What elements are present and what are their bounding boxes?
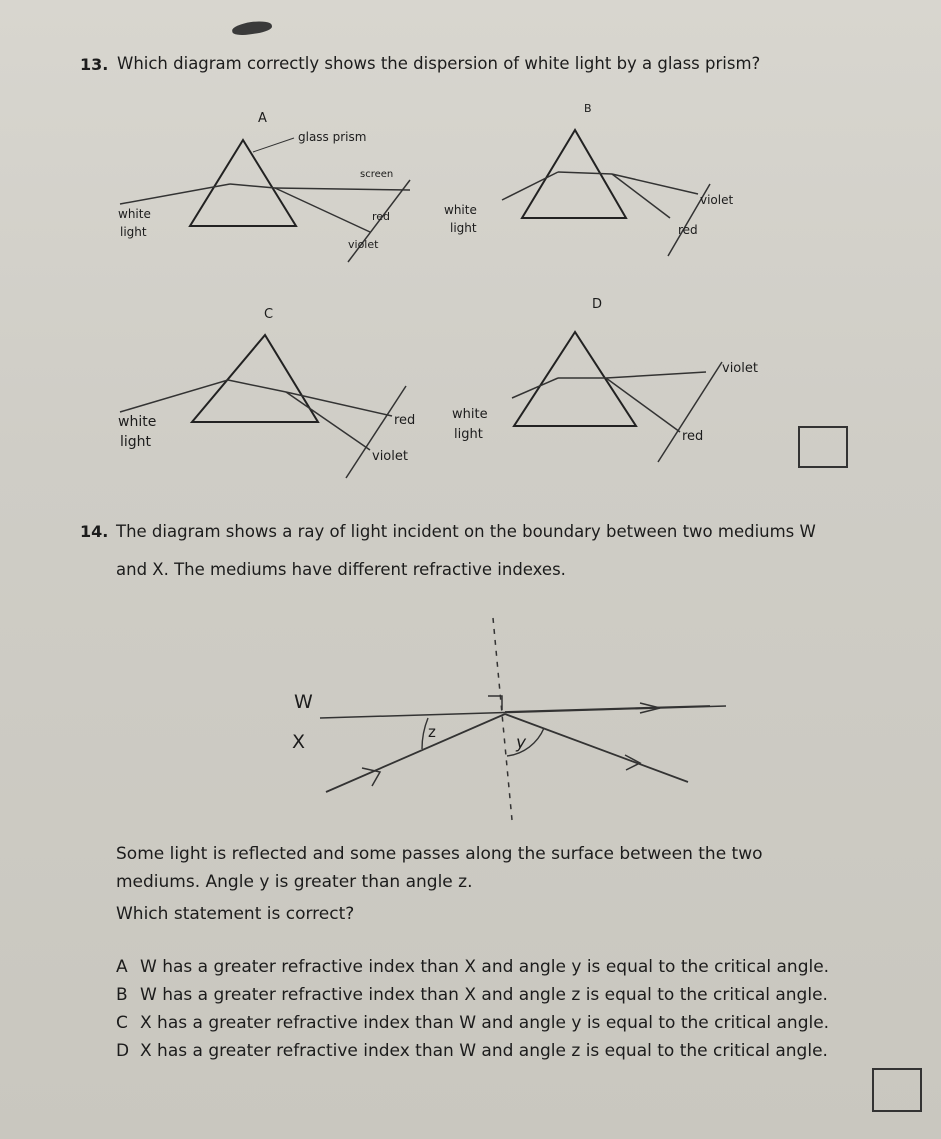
diagram-d xyxy=(440,290,780,480)
red-label-a: red xyxy=(372,210,391,223)
prism-a xyxy=(190,140,296,226)
prism-c xyxy=(192,335,318,422)
option-b-letter: B xyxy=(116,985,128,1005)
option-d-letter: D xyxy=(116,1041,130,1061)
diagram-c-label: C xyxy=(264,307,274,322)
red-label-d: red xyxy=(682,429,704,444)
reflected-ray xyxy=(505,714,688,782)
violet-label-a: violet xyxy=(348,238,379,251)
white-label-a: white xyxy=(118,207,151,221)
q13-text: Which diagram correctly shows the dispersion of white light by a glass prism? xyxy=(117,54,761,73)
q14-answer-box[interactable] xyxy=(872,1068,922,1112)
angle-z-label: z xyxy=(428,723,436,741)
q14-para-line2: mediums. Angle y is greater than angle z. xyxy=(116,872,473,892)
prism-d xyxy=(514,332,636,426)
q14-question: Which statement is correct? xyxy=(116,904,355,924)
violet-label-c: violet xyxy=(372,449,408,464)
light-label-b: light xyxy=(450,221,477,235)
light-label-d: light xyxy=(454,427,483,442)
angle-y-label: y xyxy=(516,733,527,753)
q14-diagram xyxy=(280,610,740,830)
q13-number: 13. xyxy=(80,55,109,74)
red-label-b: red xyxy=(678,223,698,237)
option-c[interactable] xyxy=(116,1013,829,1033)
option-d-text: X has a greater refractive index than W and angle z is equal to the critical angle. xyxy=(140,1041,828,1061)
red-label-c: red xyxy=(394,413,416,428)
diagram-b-label: B xyxy=(584,102,592,115)
medium-w-label: W xyxy=(294,691,313,713)
diagram-a xyxy=(110,100,430,270)
option-c-letter: C xyxy=(116,1013,128,1033)
option-d[interactable] xyxy=(116,1041,828,1061)
ink-smudge xyxy=(231,19,272,36)
white-label-c: white xyxy=(118,414,157,430)
diagram-d-label: D xyxy=(592,297,603,312)
screen-label: screen xyxy=(360,169,394,180)
option-a[interactable] xyxy=(116,957,829,977)
option-b-text: W has a greater refractive index than X and angle z is equal to the critical angle. xyxy=(140,985,828,1005)
white-label-b: white xyxy=(444,203,477,217)
incident-ray xyxy=(326,714,505,792)
light-label-a: light xyxy=(120,225,147,239)
option-c-text: X has a greater refractive index than W and angle y is equal to the critical angle. xyxy=(140,1013,830,1033)
q14-intro-line2: and X. The mediums have different refractive indexes. xyxy=(116,560,566,579)
white-label-d: white xyxy=(452,407,488,422)
q14-para-line1: Some light is reflected and some passes along the surface between the two xyxy=(116,844,763,864)
normal-line xyxy=(493,618,512,820)
glass-prism-label: glass prism xyxy=(298,130,367,144)
diagram-b xyxy=(440,100,760,270)
option-b[interactable] xyxy=(116,985,828,1005)
violet-label-b: violet xyxy=(700,193,734,207)
incident-ray-a xyxy=(120,184,230,204)
medium-x-label: X xyxy=(292,731,306,753)
q13-answer-box[interactable] xyxy=(798,426,848,468)
diagram-a-label: A xyxy=(258,111,267,126)
option-a-text: W has a greater refractive index than X and angle y is equal to the critical angle. xyxy=(140,957,830,977)
option-a-letter: A xyxy=(116,957,128,977)
diagram-c xyxy=(110,300,430,490)
q14-intro-line1: The diagram shows a ray of light incident on the boundary between two mediums W xyxy=(116,522,816,541)
light-label-c: light xyxy=(120,434,152,450)
q14-number: 14. xyxy=(80,522,109,541)
violet-label-d: violet xyxy=(722,361,758,376)
